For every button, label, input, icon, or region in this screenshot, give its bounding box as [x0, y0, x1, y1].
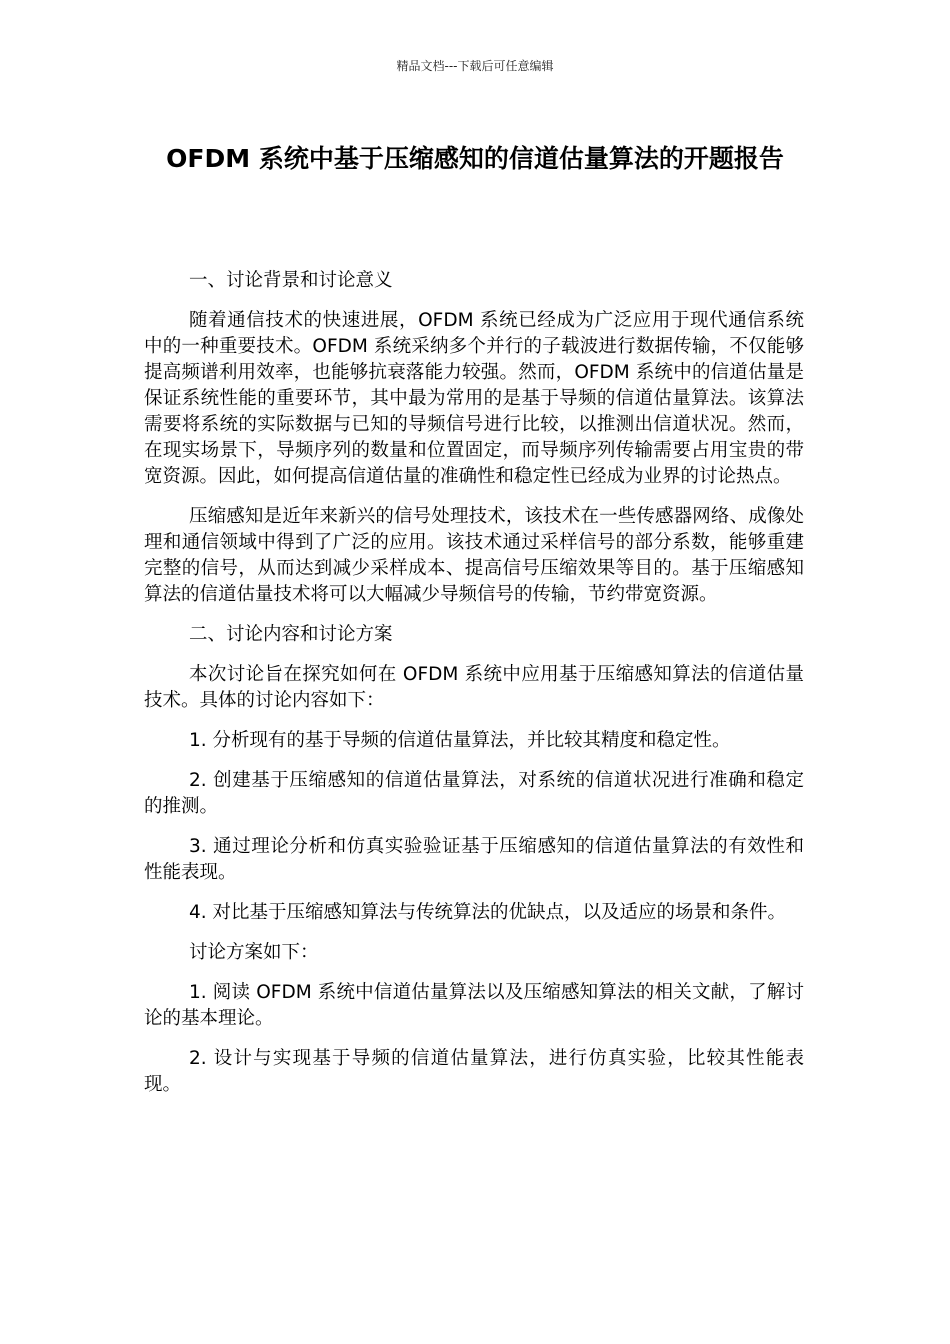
research-content-item-1: 1. 分析现有的基于导频的信道估量算法，并比较其精度和稳定性。: [189, 730, 731, 751]
plan-item-1: 1. 阅读 OFDM 系统中信道估量算法以及压缩感知算法的相关文献，了解讨论的基本理论。: [144, 982, 804, 1029]
section-heading-background: 一、讨论背景和讨论意义: [189, 270, 393, 291]
page-header-watermark: 精品文档---下载后可任意编辑: [396, 59, 554, 73]
paragraph-background: 随着通信技术的快速进展，OFDM 系统已经成为广泛应用于现代通信系统中的一种重要技术。OFDM 系统采纳多个并行的子载波进行数据传输，不仅能够提高频谱利用效率，也能够抗衰落能力较强。然而，OFDM 系统中的信道估量是保证系统性能的重要环节，其中最为常用的是基于导频的信道估量算法。该算法需要将系统的实际数据与已知的导频信号进行比较，以推测出信道状况。然而，在现实场景下，导频序列的数量和位置固定，而导频序列传输需要占用宝贵的带宽资源。因此，如何提高信道估量的准确性和稳定性已经成为业界的讨论热点。: [144, 310, 804, 487]
paragraph-research-goal: 本次讨论旨在探究如何在 OFDM 系统中应用基于压缩感知算法的信道估量技术。具体的讨论内容如下：: [144, 664, 804, 711]
research-content-item-2: 2. 创建基于压缩感知的信道估量算法，对系统的信道状况进行准确和稳定的推测。: [144, 770, 804, 817]
plan-heading: 讨论方案如下：: [189, 942, 319, 963]
research-content-item-3: 3. 通过理论分析和仿真实验验证基于压缩感知的信道估量算法的有效性和性能表现。: [144, 836, 804, 883]
document-body: [144, 268, 804, 1112]
paragraph-compressed-sensing: 压缩感知是近年来新兴的信号处理技术，该技术在一些传感器网络、成像处理和通信领域中得到了广泛的应用。该技术通过采样信号的部分系数，能够重建完整的信号，从而达到减少采样成本、提高信号压缩效果等目的。基于压缩感知算法的信道估量技术将可以大幅减少导频信号的传输，节约带宽资源。: [144, 506, 804, 605]
section-heading-content-plan: 二、讨论内容和讨论方案: [189, 624, 393, 645]
plan-item-2: 2. 设计与实现基于导频的信道估量算法，进行仿真实验，比较其性能表现。: [144, 1048, 804, 1095]
research-content-item-4: 4. 对比基于压缩感知算法与传统算法的优缺点，以及适应的场景和条件。: [189, 902, 787, 923]
document-title: OFDM 系统中基于压缩感知的信道估量算法的开题报告: [166, 144, 784, 173]
